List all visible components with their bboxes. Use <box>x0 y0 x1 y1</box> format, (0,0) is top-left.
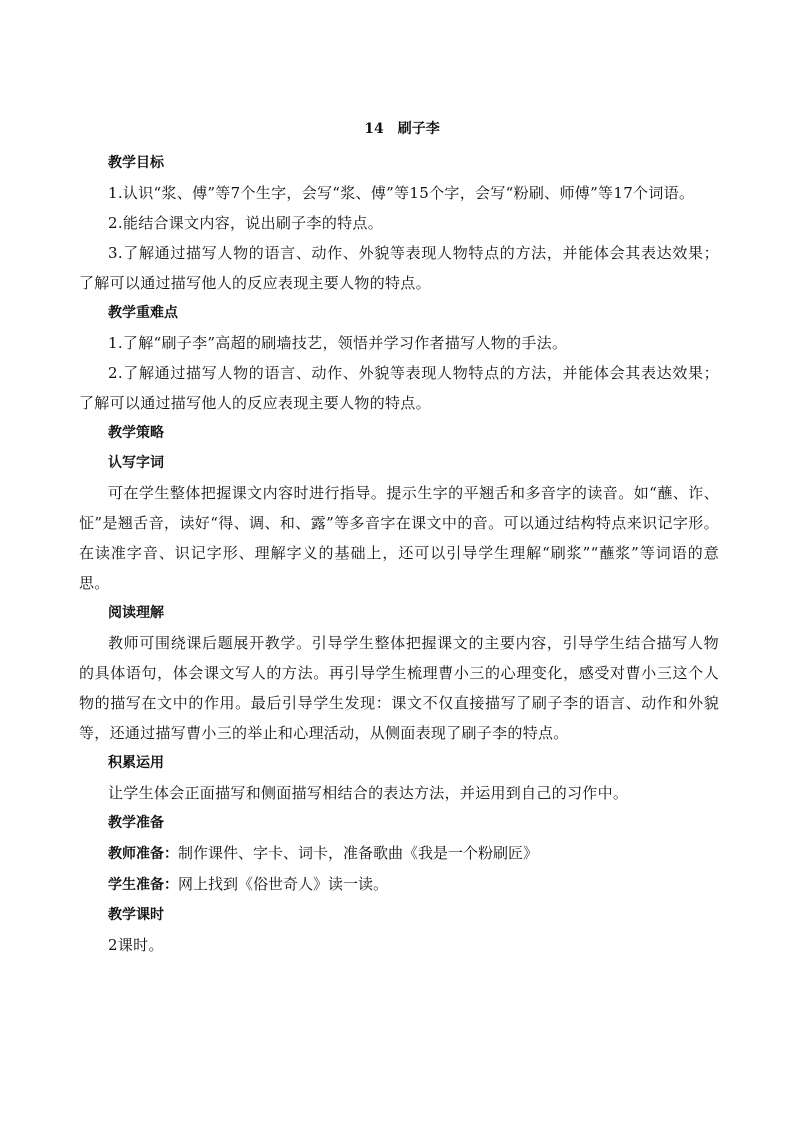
section-heading-hours: 教学课时 <box>108 907 164 923</box>
application-paragraph: 让学生体会正面描写和侧面描写相结合的表达方法，并运用到自己的习作中。 <box>108 784 629 802</box>
subheading-reading: 阅读理解 <box>108 605 164 621</box>
goal-item: 3.了解通过描写人物的语言、动作、外貌等表现人物特点的方法，并能体会其表达效果；了解可以通过描写他人的反应表现主要人物的特点。 <box>79 244 719 292</box>
reading-paragraph: 教师可围绕课后题展开教学。引导学生整体把握课文的主要内容，引导学生结合描写人物的具体语句，体会课文写人的方法。再引导学生梳理曹小三的心理变化，感受对曹小三这个人物的描写在文中的作用。最后引导学生发现：课文不仅直接描写了刷子李的语言、动作和外貌等，还通过描写曹小三的举止和心理活动，从侧面表现了刷子李的特点。 <box>79 634 719 742</box>
key-point-item: 1.了解“刷子李”高超的刷墙技艺，领悟并学习作者描写人物的手法。 <box>108 334 568 352</box>
subheading-words: 认写字词 <box>108 455 164 471</box>
hours-paragraph: 2课时。 <box>108 936 164 954</box>
words-paragraph: 可在学生整体把握课文内容时进行指导。提示生字的平翘舌和多音字的读音。如“蘸、诈、怔”是翘舌音，读好“得、调、和、露”等多音字在课文中的音。可以通过结构特点来识记字形。在读准字音、识记字形、理解字义的基础上，还可以引导学生理解“刷浆”“蘸浆”等词语的意思。 <box>79 484 719 592</box>
student-preparation-label: 学生准备： <box>108 877 178 893</box>
page-title: 14 刷子李 <box>364 121 440 137</box>
teacher-preparation-text: 制作课件、字卡、词卡，准备歌曲《我是一个粉刷匠》 <box>178 844 539 862</box>
goal-item: 1.认识“浆、傅”等7个生字，会写“浆、傅”等15个字，会写“粉刷、师傅”等17个词语。 <box>108 184 695 202</box>
teacher-preparation <box>79 838 719 869</box>
key-point-item: 2.了解通过描写人物的语言、动作、外貌等表现人物特点的方法，并能体会其表达效果；了解可以通过描写他人的反应表现主要人物的特点。 <box>79 364 719 412</box>
section-heading-goals: 教学目标 <box>108 155 164 171</box>
student-preparation-text: 网上找到《俗世奇人》读一读。 <box>178 875 389 893</box>
section-heading-strategy: 教学策略 <box>108 425 164 441</box>
document-page <box>79 118 719 960</box>
goal-item: 2.能结合课文内容，说出刷子李的特点。 <box>108 214 384 232</box>
subheading-application: 积累运用 <box>108 755 164 771</box>
student-preparation <box>79 869 719 900</box>
section-heading-preparation: 教学准备 <box>108 815 164 831</box>
section-heading-key-points: 教学重难点 <box>108 305 178 321</box>
teacher-preparation-label: 教师准备： <box>108 846 178 862</box>
